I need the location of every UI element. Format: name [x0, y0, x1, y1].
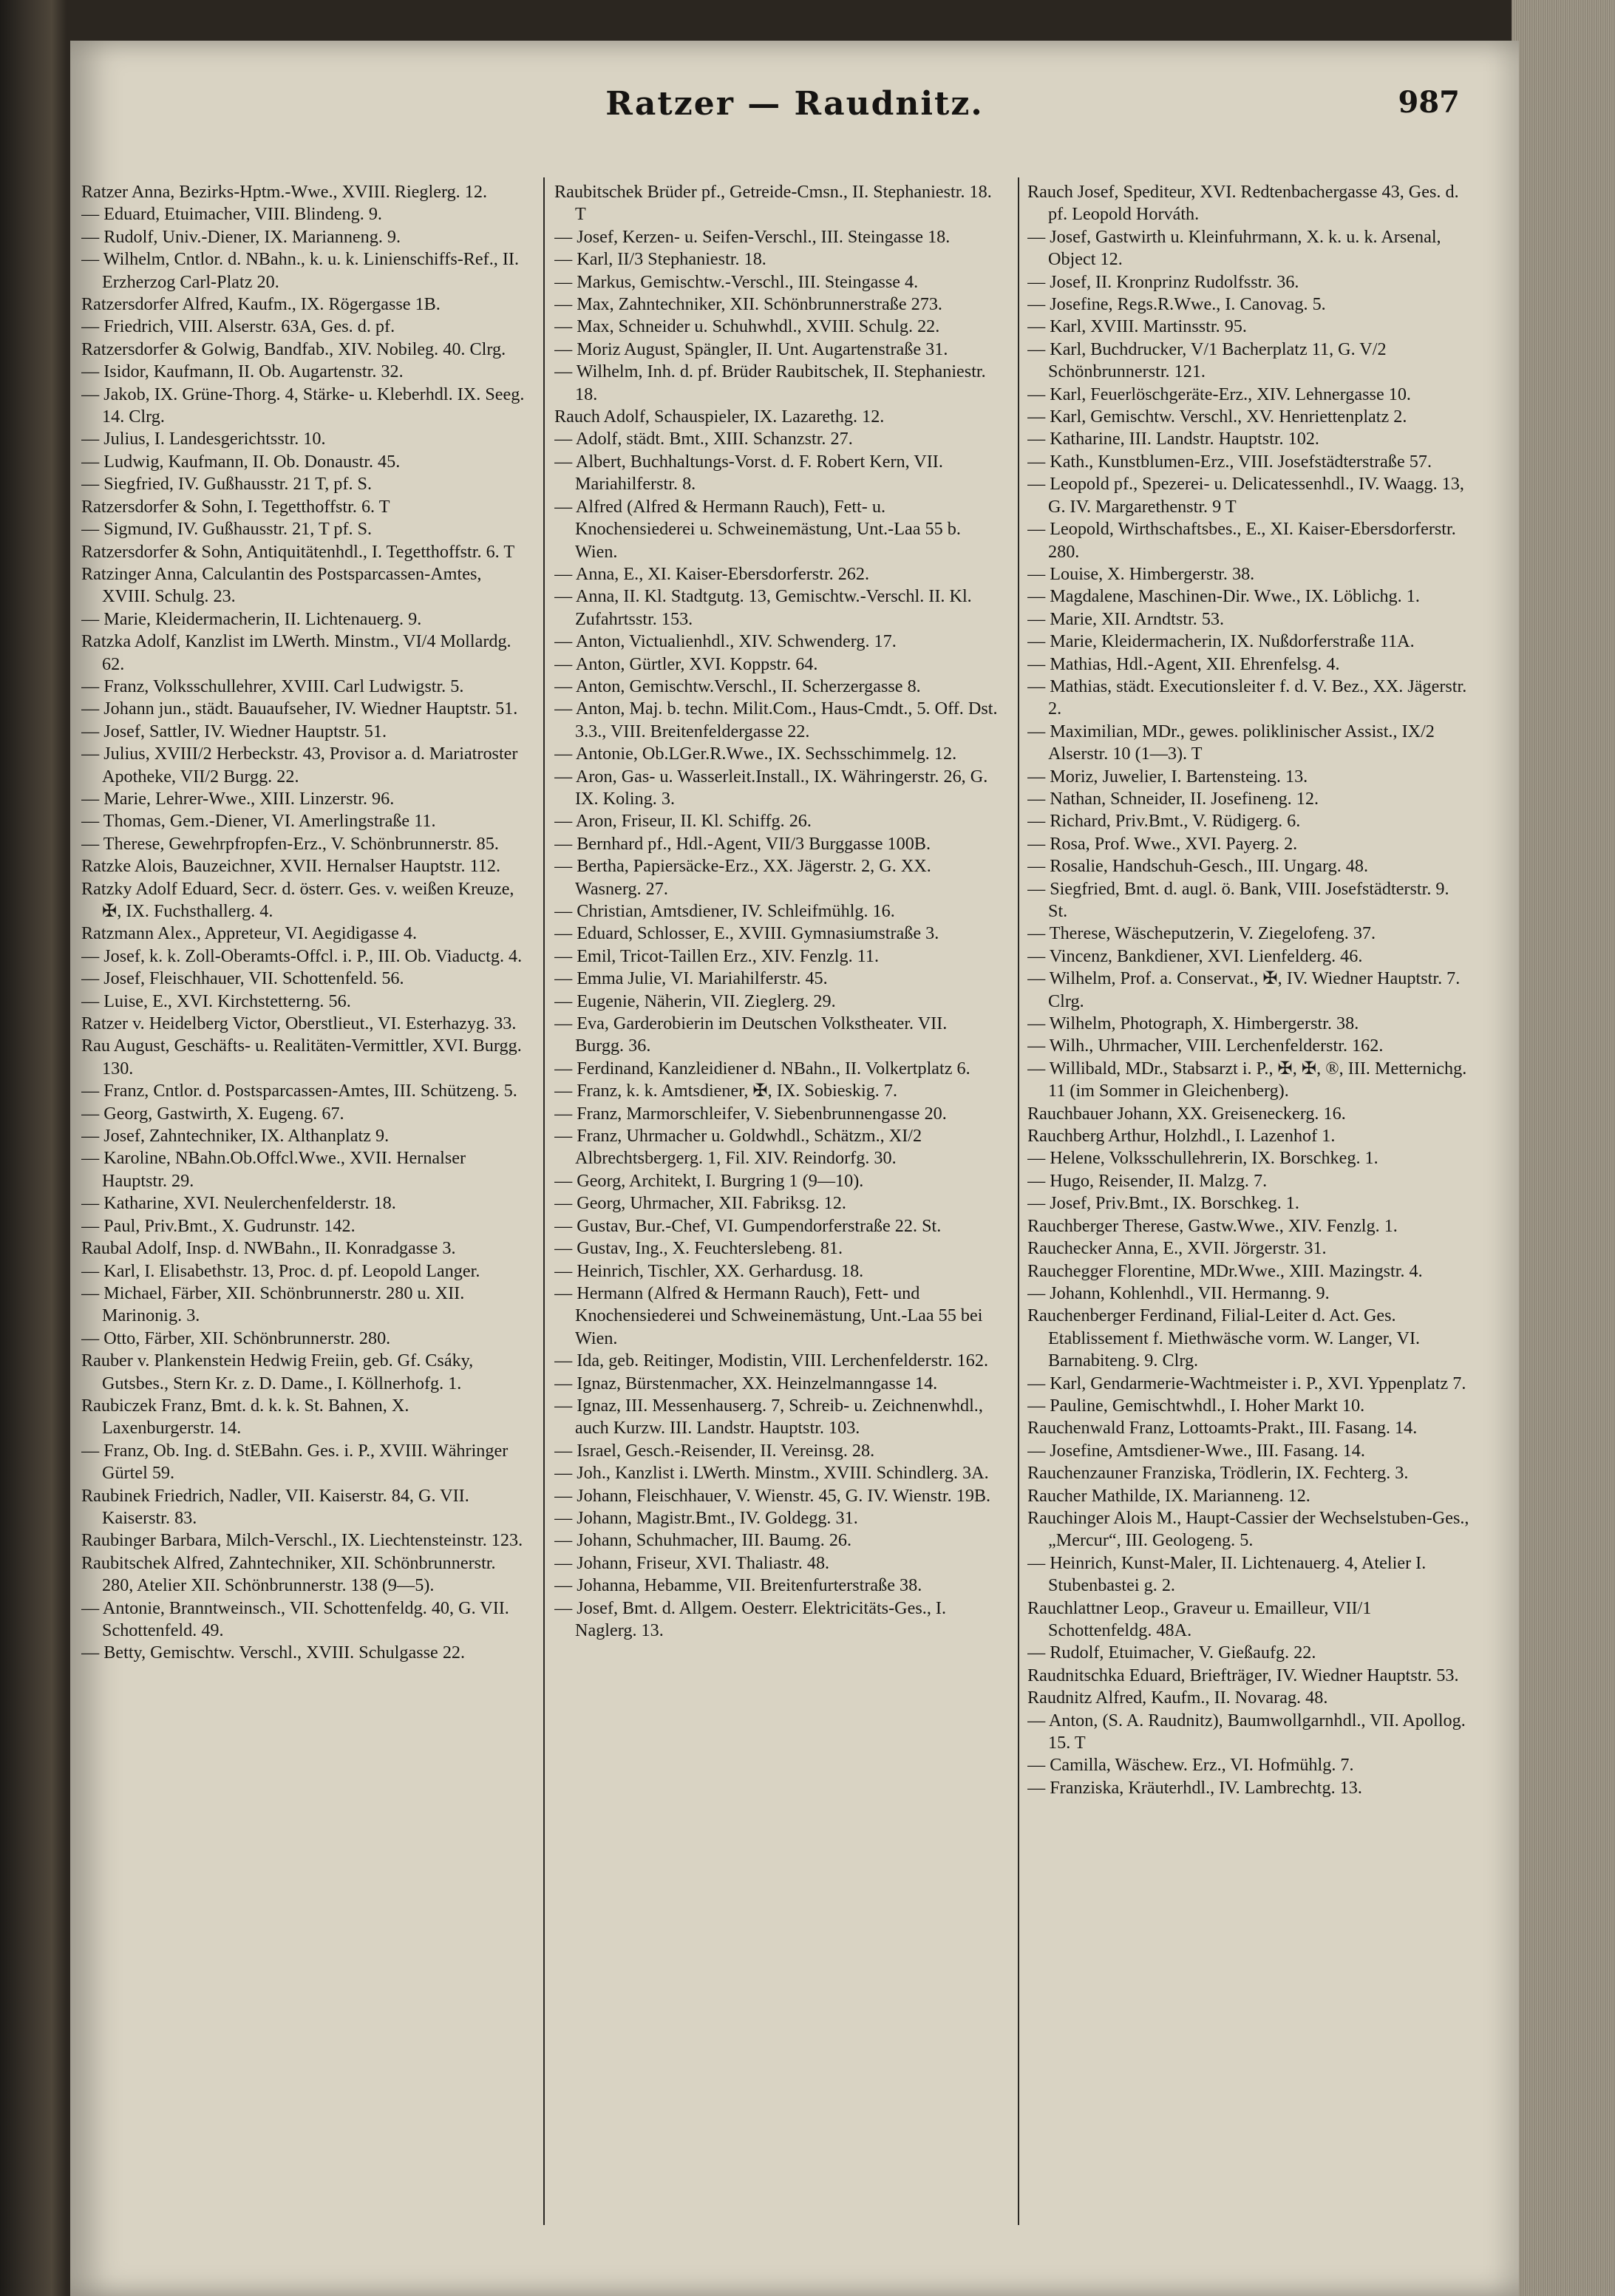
directory-entry: — Hugo, Reisender, II. Malzg. 7. — [1027, 1170, 1268, 1191]
directory-entry: — Kath., Kunstblumen-Erz., VIII. Josefstädterstraße 57. — [1027, 451, 1432, 472]
directory-entry: — Franziska, Kräuterhdl., IV. Lambrechtg. 13. — [1027, 1777, 1362, 1798]
directory-entry: — Marie, XII. Arndtstr. 53. — [1027, 608, 1225, 629]
directory-entry: — Louise, X. Himbergerstr. 38. — [1027, 563, 1255, 584]
directory-entry: — Franz, k. k. Amtsdiener, ✠, IX. Sobieskig. 7. — [554, 1081, 898, 1101]
directory-entry: — Pauline, Gemischtwhdl., I. Hoher Markt 10. — [1027, 1395, 1365, 1416]
page-number: 987 — [1398, 85, 1460, 120]
directory-entry: — Mathias, städt. Executionsleiter f. d. V. Bez., XX. Jägerstr. 2. — [1027, 676, 1467, 719]
directory-entry: — Max, Schneider u. Schuhwhdl., XVIII. Schulg. 22. — [554, 316, 940, 337]
directory-entry: — Anton, Gürtler, XVI. Koppstr. 64. — [554, 653, 818, 674]
directory-entry: — Franz, Uhrmacher u. Goldwhdl., Schätzm., XI/2 Albrechtsbergerg. 1, Fil. XIV. Reindorfg. 30. — [554, 1126, 922, 1169]
directory-entry: — Otto, Färber, XII. Schönbrunnerstr. 280. — [81, 1328, 391, 1348]
directory-entry: Raubinek Friedrich, Nadler, VII. Kaiserstr. 84, G. VII. Kaiserstr. 83. — [81, 1485, 469, 1528]
directory-entry: Rauchenzauner Franziska, Trödlerin, IX. Fechterg. 3. — [1027, 1463, 1409, 1484]
directory-entry: — Hermann (Alfred & Hermann Rauch), Fett- und Knochensiederei und Schweinemästung, Unt.-Laa 55 bei Wien. — [554, 1283, 983, 1348]
directory-entry: — Julius, XVIII/2 Herbeckstr. 43, Provisor a. d. Mariatroster Apotheke, VII/2 Burgg. 22. — [81, 744, 518, 787]
directory-entry: — Maximilian, MDr., gewes. poliklinischer Assist., IX/2 Alserstr. 10 (1—3). T — [1027, 721, 1435, 764]
directory-entry: — Ida, geb. Reitinger, Modistin, VIII. Lerchenfelderstr. 162. — [554, 1351, 988, 1371]
directory-entry: — Georg, Architekt, I. Burgring 1 (9—10). — [554, 1170, 864, 1191]
directory-entry: — Karoline, NBahn.Ob.Offcl.Wwe., XVII. Hernalser Hauptstr. 29. — [81, 1148, 466, 1191]
directory-entry: Ratzer v. Heidelberg Victor, Oberstlieut., VI. Esterhazyg. 33. — [81, 1013, 517, 1034]
directory-entry: — Markus, Gemischtw.-Verschl., III. Steingasse 4. — [554, 271, 919, 292]
directory-entry: — Joh., Kanzlist i. LWerth. Minstm., XVIII. Schindlerg. 3A. — [554, 1463, 989, 1484]
directory-entry: Rauchecker Anna, E., XVII. Jörgerstr. 31. — [1027, 1238, 1327, 1259]
directory-entry: — Alfred (Alfred & Hermann Rauch), Fett- u. Knochensiederei u. Schweinemästung, Unt.-Laa 55 b. Wien. — [554, 496, 961, 562]
directory-entry: — Nathan, Schneider, II. Josefineng. 12. — [1027, 788, 1319, 809]
directory-entry: — Franz, Marmorschleifer, V. Siebenbrunnengasse 20. — [554, 1103, 947, 1124]
directory-entry: — Therese, Wäscheputzerin, V. Ziegelofeng. 37. — [1027, 923, 1376, 944]
directory-entry: — Magdalene, Maschinen-Dir. Wwe., IX. Löblichg. 1. — [1027, 586, 1420, 607]
directory-entry: — Anton, Gemischtw.Verschl., II. Scherzergasse 8. — [554, 676, 921, 696]
directory-entry: — Karl, II/3 Stephaniestr. 18. — [554, 249, 766, 270]
directory-entry: — Camilla, Wäschew. Erz., VI. Hofmühlg. 7. — [1027, 1755, 1354, 1776]
directory-entry: — Jakob, IX. Grüne-Thorg. 4, Stärke- u. Kleberhdl. IX. Seeg. 14. Clrg. — [81, 384, 525, 427]
directory-entry: Rauber v. Plankenstein Hedwig Freiin, geb. Gf. Csáky, Gutsbes., Stern Kr. z. D. Dame., I. Köllnerhofg. 1. — [81, 1351, 474, 1393]
directory-entry: — Antonie, Branntweinsch., VII. Schottenfeldg. 40, G. VII. Schottenfeld. 49. — [81, 1597, 509, 1640]
directory-entry: — Christian, Amtsdiener, IV. Schleifmühlg. 16. — [554, 901, 895, 921]
directory-entry: — Antonie, Ob.LGer.R.Wwe., IX. Sechsschimmelg. 12. — [554, 744, 957, 764]
directory-entry: — Leopold pf., Spezerei- u. Delicatessenhdl., IV. Waagg. 13, G. IV. Margarethenstr. 9 T — [1027, 474, 1464, 517]
directory-entry: Ratzinger Anna, Calculantin des Postsparcassen-Amtes, XVIII. Schulg. 23. — [81, 563, 482, 607]
directory-entry: — Emil, Tricot-Taillen Erz., XIV. Fenzlg. 11. — [554, 945, 880, 966]
directory-entry: — Rosa, Prof. Wwe., XVI. Payerg. 2. — [1027, 833, 1298, 854]
directory-entry: — Anton, Victualienhdl., XIV. Schwenderg. 17. — [554, 631, 897, 652]
directory-entry: — Johann, Friseur, XVI. Thaliastr. 48. — [554, 1552, 830, 1573]
directory-entry: — Sigmund, IV. Gußhausstr. 21, T pf. S. — [81, 519, 373, 540]
directory-entry: — Josef, Priv.Bmt., IX. Borschkeg. 1. — [1027, 1193, 1299, 1214]
directory-entry: — Vincenz, Bankdiener, XVI. Lienfelderg. 46. — [1027, 945, 1363, 966]
directory-entry: — Josef, Sattler, IV. Wiedner Hauptstr. 51. — [81, 721, 387, 741]
directory-entry: — Heinrich, Kunst-Maler, II. Lichtenauerg. 4, Atelier I. Stubenbastei g. 2. — [1027, 1552, 1427, 1596]
column-rule — [1018, 177, 1019, 2225]
directory-entry: Raubinger Barbara, Milch-Verschl., IX. Liechtensteinstr. 123. — [81, 1530, 523, 1551]
directory-entry: — Karl, XVIII. Martinsstr. 95. — [1027, 316, 1247, 337]
directory-entry: — Wilhelm, Photograph, X. Himbergerstr. 38. — [1027, 1013, 1359, 1034]
directory-entry: Raudnitz Alfred, Kaufm., II. Novarag. 48. — [1027, 1688, 1328, 1708]
directory-entry: — Richard, Priv.Bmt., V. Rüdigerg. 6. — [1027, 811, 1301, 832]
directory-entry: — Albert, Buchhaltungs-Vorst. d. F. Robert Kern, VII. Mariahilferstr. 8. — [554, 451, 943, 495]
directory-entry: — Josefine, Amtsdiener-Wwe., III. Fasang. 14. — [1027, 1440, 1365, 1461]
directory-entry: — Heinrich, Tischler, XX. Gerhardusg. 18. — [554, 1260, 864, 1281]
directory-entry: Ratzka Adolf, Kanzlist im LWerth. Minstm., VI/4 Mollardg. 62. — [81, 631, 511, 674]
directory-entry: — Josef, Kerzen- u. Seifen-Verschl., III. Steingasse 18. — [554, 226, 951, 247]
directory-entry: — Johann jun., städt. Bauaufseher, IV. Wiedner Hauptstr. 51. — [81, 699, 518, 719]
directory-entry: Rauchenwald Franz, Lottoamts-Prakt., III. Fasang. 14. — [1027, 1418, 1418, 1439]
directory-entry: Raubiczek Franz, Bmt. d. k. k. St. Bahnen, X. Laxenburgerstr. 14. — [81, 1395, 409, 1439]
directory-entry: — Karl, Buchdrucker, V/1 Bacherplatz 11, G. V/2 Schönbrunnerstr. 121. — [1027, 339, 1387, 382]
directory-entry: — Josef, Bmt. d. Allgem. Oesterr. Elektricitäts-Ges., I. Naglerg. 13. — [554, 1597, 947, 1640]
directory-entry: — Johanna, Hebamme, VII. Breitenfurterstraße 38. — [554, 1575, 922, 1596]
directory-entry: Rauchegger Florentine, MDr.Wwe., XIII. Mazingstr. 4. — [1027, 1260, 1423, 1281]
column-rule — [543, 177, 545, 2225]
directory-entry: — Max, Zahntechniker, XII. Schönbrunnerstraße 273. — [554, 294, 942, 315]
directory-entry: Ratzersdorfer & Sohn, Antiquitätenhdl., I. Tegetthoffstr. 6. T — [81, 541, 515, 562]
directory-entry: — Karl, Gendarmerie-Wachtmeister i. P., XVI. Yppenplatz 7. — [1027, 1373, 1466, 1393]
directory-entry: — Siegfried, IV. Gußhausstr. 21 T, pf. S. — [81, 474, 373, 495]
directory-entry: — Ludwig, Kaufmann, II. Ob. Donaustr. 45. — [81, 451, 401, 472]
directory-entry: — Moriz August, Spängler, II. Unt. Augartenstraße 31. — [554, 339, 948, 359]
directory-entry: Rauchlattner Leop., Graveur u. Emailleur, VII/1 Schottenfeldg. 48A. — [1027, 1597, 1372, 1640]
directory-entry: — Franz, Cntlor. d. Postsparcassen-Amtes, III. Schützeng. 5. — [81, 1081, 517, 1101]
directory-entry: — Johann, Magistr.Bmt., IV. Goldegg. 31. — [554, 1507, 858, 1528]
directory-entry: Rauchenberger Ferdinand, Filial-Leiter d. Act. Ges. Etablissement f. Miethwäsche vorm. W. Langer, VI. Barnabiteng. 9. Clrg. — [1027, 1305, 1421, 1371]
running-title: Ratzer — Raudnitz. — [605, 85, 984, 123]
directory-entry: — Thomas, Gem.-Diener, VI. Amerlingstraße 11. — [81, 811, 436, 832]
directory-entry: — Leopold, Wirthschaftsbes., E., XI. Kaiser-Ebersdorferstr. 280. — [1027, 519, 1456, 562]
directory-entry: — Aron, Friseur, II. Kl. Schiffg. 26. — [554, 811, 812, 832]
directory-entry: — Anton, Maj. b. techn. Milit.Com., Haus-Cmdt., 5. Off. Dst. 3.3., VIII. Breitenfeldergasse 22. — [554, 699, 998, 741]
directory-entry: — Karl, Feuerlöschgeräte-Erz., XIV. Lehnergasse 10. — [1027, 384, 1411, 404]
directory-entry: Rauchinger Alois M., Haupt-Cassier der Wechselstuben-Ges., „Mercur“, III. Geologeng. 5. — [1027, 1507, 1469, 1551]
directory-entry: — Isidor, Kaufmann, II. Ob. Augartenstr. 32. — [81, 361, 404, 382]
directory-entry: — Israel, Gesch.-Reisender, II. Vereinsg. 28. — [554, 1440, 875, 1461]
directory-column-1 — [81, 181, 525, 2221]
directory-entry: — Katharine, XVI. Neulerchenfelderstr. 18. — [81, 1193, 396, 1214]
directory-entry: — Bernhard pf., Hdl.-Agent, VII/3 Burggasse 100B. — [554, 833, 931, 854]
directory-entry: — Rosalie, Handschuh-Gesch., III. Ungarg. 48. — [1027, 856, 1369, 877]
directory-entry: — Marie, Kleidermacherin, II. Lichtenauerg. 9. — [81, 608, 422, 629]
directory-entry: Ratzersdorfer & Sohn, I. Tegetthoffstr. 6. T — [81, 496, 390, 517]
directory-entry: — Gustav, Bur.-Chef, VI. Gumpendorferstraße 22. St. — [554, 1215, 942, 1236]
directory-entry: — Johann, Kohlenhdl., VII. Hermanng. 9. — [1027, 1283, 1330, 1303]
directory-entry: — Anna, II. Kl. Stadtgutg. 13, Gemischtw.-Verschl. II. Kl. Zufahrtsstr. 153. — [554, 586, 972, 629]
directory-entry: — Eduard, Etuimacher, VIII. Blindeng. 9. — [81, 204, 382, 225]
directory-entry: Ratzky Adolf Eduard, Secr. d. österr. Ges. v. weißen Kreuze, ✠, IX. Fuchsthallerg. 4. — [81, 878, 514, 921]
directory-entry: — Mathias, Hdl.-Agent, XII. Ehrenfelsg. 4. — [1027, 653, 1340, 674]
directory-column-2 — [554, 181, 998, 2221]
directory-entry: — Rudolf, Univ.-Diener, IX. Marianneng. 9. — [81, 226, 401, 247]
directory-entry: Ratzer Anna, Bezirks-Hptm.-Wwe., XVIII. Rieglerg. 12. — [81, 182, 487, 202]
directory-entry: Raucher Mathilde, IX. Marianneng. 12. — [1027, 1485, 1310, 1506]
directory-entry: — Josef, Gastwirth u. Kleinfuhrmann, X. k. u. k. Arsenal, Object 12. — [1027, 226, 1441, 270]
directory-entry: — Willibald, MDr., Stabsarzt i. P., ✠, ✠, ®, III. Metternichg. 11 (im Sommer in Gleichenberg). — [1027, 1058, 1467, 1101]
directory-entry: Rau August, Geschäfts- u. Realitäten-Vermittler, XVI. Burgg. 130. — [81, 1036, 522, 1079]
directory-entry: Raudnitschka Eduard, Briefträger, IV. Wiedner Hauptstr. 53. — [1027, 1665, 1459, 1685]
directory-entry: — Siegfried, Bmt. d. augl. ö. Bank, VIII. Josefstädterstr. 9. St. — [1027, 878, 1449, 921]
directory-entry: — Anton, (S. A. Raudnitz), Baumwollgarnhdl., VII. Apollog. 15. T — [1027, 1710, 1466, 1753]
directory-entry: Raubal Adolf, Insp. d. NWBahn., II. Konradgasse 3. — [81, 1238, 456, 1259]
directory-entry: — Bertha, Papiersäcke-Erz., XX. Jägerstr. 2, G. XX. Wasnerg. 27. — [554, 856, 931, 899]
directory-entry: — Paul, Priv.Bmt., X. Gudrunstr. 142. — [81, 1215, 356, 1236]
directory-entry: — Ignaz, III. Messenhauserg. 7, Schreib- u. Zeichnenwhdl., auch Kurzw. III. Landstr. Hauptstr. 103. — [554, 1395, 983, 1439]
directory-entry: — Friedrich, VIII. Alserstr. 63A, Ges. d. pf. — [81, 316, 395, 337]
directory-entry: — Karl, Gemischtw. Verschl., XV. Henriettenplatz 2. — [1027, 407, 1407, 427]
page-header — [115, 85, 1475, 144]
directory-entry: — Georg, Uhrmacher, XII. Fabriksg. 12. — [554, 1193, 846, 1214]
directory-entry: — Wilhelm, Cntlor. d. NBahn., k. u. k. Linienschiffs-Ref., II. Erzherzog Carl-Platz 20. — [81, 249, 520, 292]
directory-entry: Ratzersdorfer Alfred, Kaufm., IX. Rögergasse 1B. — [81, 294, 441, 315]
directory-entry: — Rudolf, Etuimacher, V. Gießaufg. 22. — [1027, 1643, 1316, 1663]
directory-entry: — Georg, Gastwirth, X. Eugeng. 67. — [81, 1103, 344, 1124]
directory-entry: — Gustav, Ing., X. Feuchterslebeng. 81. — [554, 1238, 843, 1259]
directory-entry: Rauchberger Therese, Gastw.Wwe., XIV. Fenzlg. 1. — [1027, 1215, 1398, 1236]
directory-entry: — Helene, Volksschullehrerin, IX. Borschkeg. 1. — [1027, 1148, 1378, 1169]
directory-entry: — Eva, Garderobierin im Deutschen Volkstheater. VII. Burgg. 36. — [554, 1013, 948, 1056]
directory-entry: Raubitschek Brüder pf., Getreide-Cmsn., II. Stephaniestr. 18. T — [554, 182, 992, 225]
directory-entry: — Franz, Ob. Ing. d. StEBahn. Ges. i. P., XVIII. Währinger Gürtel 59. — [81, 1440, 509, 1484]
directory-entry: — Wilhelm, Inh. d. pf. Brüder Raubitschek, II. Stephaniestr. 18. — [554, 361, 986, 404]
directory-entry: — Josef, II. Kronprinz Rudolfsstr. 36. — [1027, 271, 1299, 292]
directory-entry: Raubitschek Alfred, Zahntechniker, XII. Schönbrunnerstr. 280, Atelier XII. Schönbrunnerstr. 138 (9—5). — [81, 1552, 496, 1596]
directory-entry: — Eduard, Schlosser, E., XVIII. Gymnasiumstraße 3. — [554, 923, 939, 944]
directory-page — [70, 41, 1519, 2296]
directory-entry: Ratzke Alois, Bauzeichner, XVII. Hernalser Hauptstr. 112. — [81, 856, 501, 877]
directory-entry: — Marie, Kleidermacherin, IX. Nußdorferstraße 11A. — [1027, 631, 1415, 652]
directory-entry: — Ferdinand, Kanzleidiener d. NBahn., II. Volkertplatz 6. — [554, 1058, 970, 1079]
directory-entry: — Ignaz, Bürstenmacher, XX. Heinzelmanngasse 14. — [554, 1373, 938, 1393]
directory-column-3 — [1027, 181, 1471, 2221]
directory-entry: — Karl, I. Elisabethstr. 13, Proc. d. pf. Leopold Langer. — [81, 1260, 480, 1281]
directory-entry: Ratzersdorfer & Golwig, Bandfab., XIV. Nobileg. 40. Clrg. — [81, 339, 506, 359]
directory-entry: — Katharine, III. Landstr. Hauptstr. 102. — [1027, 429, 1319, 449]
directory-entry: — Julius, I. Landesgerichtsstr. 10. — [81, 429, 326, 449]
directory-entry: — Eugenie, Näherin, VII. Zieglerg. 29. — [554, 991, 836, 1011]
directory-entry: — Therese, Gewehrpfropfen-Erz., V. Schönbrunnerstr. 85. — [81, 833, 499, 854]
directory-entry: — Josef, Zahntechniker, IX. Althanplatz 9. — [81, 1126, 390, 1147]
directory-entry: — Josefine, Regs.R.Wwe., I. Canovag. 5. — [1027, 294, 1326, 315]
directory-entry: — Michael, Färber, XII. Schönbrunnerstr. 280 u. XII. Marinonig. 3. — [81, 1283, 465, 1326]
directory-entry: — Johann, Schuhmacher, III. Baumg. 26. — [554, 1530, 852, 1551]
directory-entry: — Wilh., Uhrmacher, VIII. Lerchenfelderstr. 162. — [1027, 1036, 1384, 1056]
book-page-edges — [1512, 0, 1615, 2296]
directory-entry: Ratzmann Alex., Appreteur, VI. Aegidigasse 4. — [81, 923, 418, 944]
directory-entry: — Anna, E., XI. Kaiser-Ebersdorferstr. 262. — [554, 563, 870, 584]
directory-entry: — Emma Julie, VI. Mariahilferstr. 45. — [554, 968, 828, 989]
directory-entry: Rauch Adolf, Schauspieler, IX. Lazarethg. 12. — [554, 407, 885, 427]
directory-entry: — Franz, Volksschullehrer, XVIII. Carl Ludwigstr. 5. — [81, 676, 464, 696]
directory-entry: — Josef, k. k. Zoll-Oberamts-Offcl. i. P., III. Ob. Viaductg. 4. — [81, 945, 523, 966]
directory-entry: — Wilhelm, Prof. a. Conservat., ✠, IV. Wiedner Hauptstr. 7. Clrg. — [1027, 968, 1461, 1011]
directory-entry: — Marie, Lehrer-Wwe., XIII. Linzerstr. 96. — [81, 788, 395, 809]
directory-entry: — Luise, E., XVI. Kirchstetterng. 56. — [81, 991, 351, 1011]
directory-entry: Rauchbauer Johann, XX. Greiseneckerg. 16. — [1027, 1103, 1346, 1124]
directory-entry: Rauch Josef, Spediteur, XVI. Redtenbachergasse 43, Ges. d. pf. Leopold Horváth. — [1027, 182, 1459, 225]
directory-entry: — Aron, Gas- u. Wasserleit.Install., IX. Währingerstr. 26, G. IX. Koling. 3. — [554, 766, 988, 809]
directory-entry: — Johann, Fleischhauer, V. Wienstr. 45, G. IV. Wienstr. 19B. — [554, 1485, 991, 1506]
directory-entry: — Moriz, Juwelier, I. Bartensteing. 13. — [1027, 766, 1308, 787]
directory-entry: — Adolf, städt. Bmt., XIII. Schanzstr. 27. — [554, 429, 853, 449]
directory-entry: Rauchberg Arthur, Holzhdl., I. Lazenhof 1. — [1027, 1126, 1336, 1147]
directory-entry: — Betty, Gemischtw. Verschl., XVIII. Schulgasse 22. — [81, 1643, 466, 1663]
directory-entry: — Josef, Fleischhauer, VII. Schottenfeld. 56. — [81, 968, 404, 989]
